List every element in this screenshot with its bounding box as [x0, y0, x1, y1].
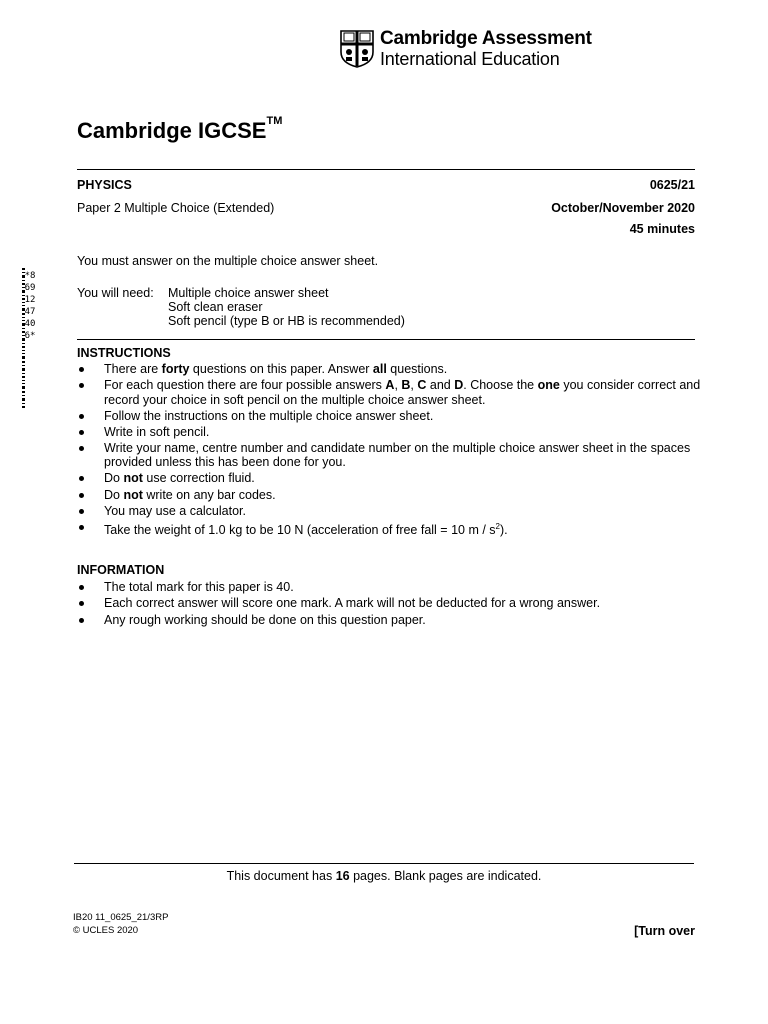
page-count-note: This document has 16 pages. Blank pages are indicated.	[226, 869, 542, 883]
information-heading: INFORMATION	[77, 563, 165, 577]
logo-line-2: International Education	[380, 49, 560, 69]
instructions-divider	[77, 339, 695, 340]
information-item: Each correct answer will score one mark. A mark will not be deducted for a wrong answer.	[77, 596, 702, 611]
answer-sheet-note: You must answer on the multiple choice answer sheet.	[77, 254, 379, 268]
instruction-item: Follow the instructions on the multiple choice answer sheet.	[77, 409, 702, 424]
cambridge-assessment-logo	[340, 28, 592, 70]
information-list	[77, 580, 702, 629]
instructions-list	[77, 362, 702, 539]
top-divider	[77, 169, 695, 170]
exam-duration: 45 minutes	[629, 222, 695, 236]
trademark-mark: TM	[266, 115, 283, 127]
instruction-item: Do not write on any bar codes.	[77, 488, 702, 503]
qualification-name: Cambridge IGCSE	[77, 118, 267, 143]
instruction-item: There are forty questions on this paper. Answer all questions.	[77, 362, 702, 377]
need-item-pencil: Soft pencil (type B or HB is recommended)	[168, 314, 405, 328]
footer-divider	[74, 863, 694, 864]
instructions-heading: INSTRUCTIONS	[77, 346, 171, 360]
instruction-item: You may use a calculator.	[77, 504, 702, 519]
paper-code: 0625/21	[649, 178, 695, 192]
information-item: Any rough working should be done on this question paper.	[77, 613, 702, 628]
need-item-answer-sheet: Multiple choice answer sheet	[168, 286, 329, 300]
subject-title: PHYSICS	[77, 178, 132, 192]
turn-over-note: [Turn over	[634, 924, 695, 938]
paper-title: Paper 2 Multiple Choice (Extended)	[77, 201, 275, 215]
logo-line-1: Cambridge Assessment	[380, 28, 592, 49]
need-item-eraser: Soft clean eraser	[168, 300, 263, 314]
university-crest-icon	[340, 30, 374, 68]
instruction-item: For each question there are four possible answers A, B, C and D. Choose the one you consider correct and record your choice in soft pencil on the multiple choice answer sheet.	[77, 378, 702, 407]
instruction-item: Write in soft pencil.	[77, 425, 702, 440]
you-will-need-label: You will need:	[77, 286, 154, 300]
document-reference: IB20 11_0625_21/3RP	[73, 912, 169, 923]
copyright-notice: © UCLES 2020	[73, 925, 139, 936]
qualification-title	[77, 115, 283, 144]
exam-session: October/November 2020	[551, 201, 695, 215]
instruction-item: Take the weight of 1.0 kg to be 10 N (acceleration of free fall = 10 m / $s^2$).	[77, 520, 702, 538]
information-item: The total mark for this paper is 40.	[77, 580, 702, 595]
instruction-item: Do not use correction fluid.	[77, 471, 702, 486]
instruction-item: Write your name, centre number and candidate number on the multiple choice answer sheet in the spaces provided unless this has been done for you.	[77, 441, 702, 470]
barcode-digits: *8691247406*	[24, 271, 36, 341]
